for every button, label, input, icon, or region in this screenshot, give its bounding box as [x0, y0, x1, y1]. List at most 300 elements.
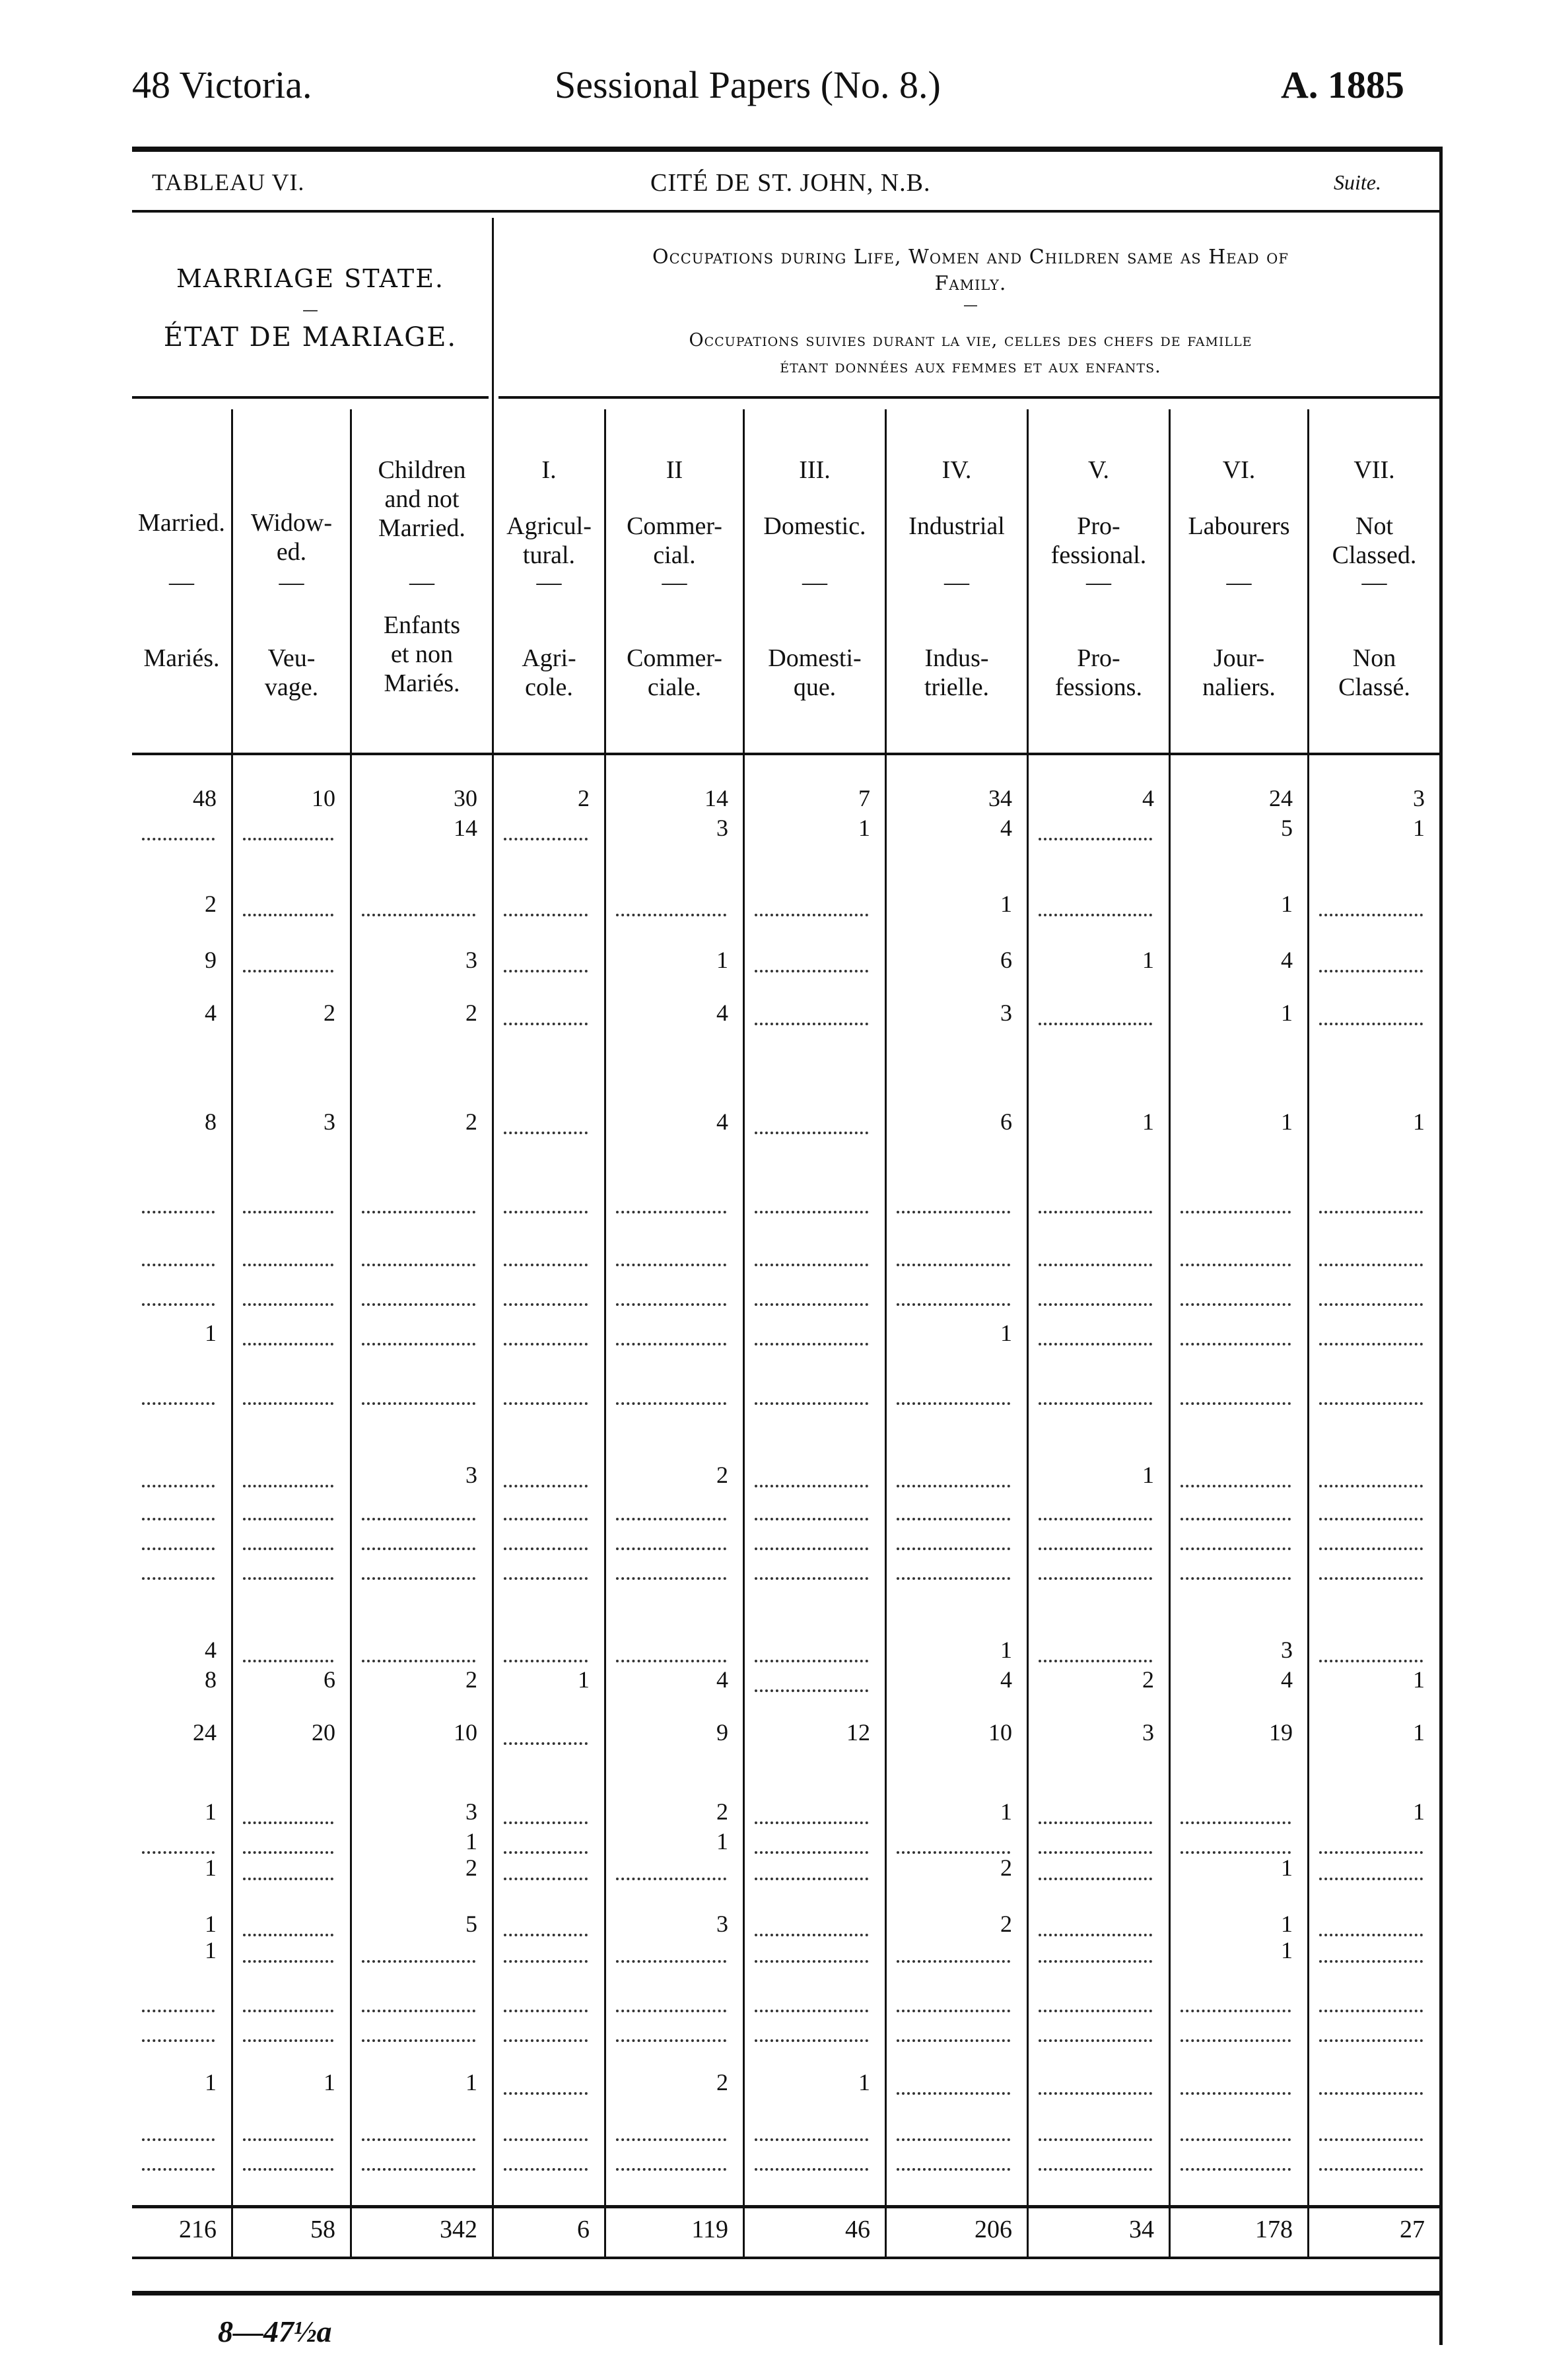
cell-children-not-married: 2 [465, 1854, 477, 1881]
leader-dots [755, 1660, 868, 1662]
cell-commercial: 4 [716, 1000, 728, 1026]
cell-not-classed: 1 [1413, 1719, 1425, 1746]
leader-dots [1319, 1960, 1423, 1963]
cell-commercial: 9 [716, 1719, 728, 1746]
total-children-not-married: 342 [440, 2216, 477, 2243]
leader-dots [616, 1960, 726, 1963]
group-rule-right [498, 396, 1439, 399]
leader-dots [362, 2010, 475, 2012]
leader-dots [142, 1518, 215, 1520]
col-header-domestic-dash: — [802, 568, 827, 596]
col-header-married-en: Married. [138, 509, 225, 537]
cell-children-not-married: 10 [454, 1719, 477, 1746]
col-header-not-classed-en: Not Classed. [1332, 512, 1417, 569]
total-not-classed: 27 [1400, 2216, 1425, 2243]
col-header-children-not-married-dash: — [409, 568, 434, 596]
total-industrial: 206 [975, 2216, 1012, 2243]
leader-dots [616, 1547, 726, 1550]
cell-labourers: 1 [1281, 1108, 1293, 1135]
leader-dots [142, 1402, 215, 1405]
cell-domestic: 12 [846, 1719, 870, 1746]
leader-dots [1181, 1821, 1291, 1824]
leader-dots [1039, 1821, 1152, 1824]
col-header-commercial-dash: — [662, 568, 687, 596]
leader-dots [504, 1960, 588, 1963]
leader-dots [1181, 2168, 1291, 2171]
leader-dots [897, 2010, 1010, 2012]
leader-dots [1319, 1211, 1423, 1213]
leader-dots [142, 1264, 215, 1266]
cell-married: 1 [205, 1911, 217, 1937]
leader-dots [142, 2138, 215, 2141]
leader-dots [142, 1211, 215, 1213]
col-header-professional-numeral: V. [1087, 456, 1110, 484]
cell-labourers: 1 [1281, 1000, 1293, 1026]
leader-dots [362, 1211, 475, 1213]
leader-dots [1319, 914, 1423, 916]
leader-dots [1181, 1518, 1291, 1520]
leader-dots [755, 2138, 868, 2141]
leader-dots [897, 1577, 1010, 1580]
leader-dots [362, 1343, 475, 1345]
cell-industrial: 1 [1000, 1637, 1012, 1663]
leader-dots [616, 1303, 726, 1306]
col-header-not-classed-dash: — [1361, 568, 1387, 596]
total-agricultural: 6 [577, 2216, 590, 2243]
leader-dots [142, 1303, 215, 1306]
leader-dots [1319, 1023, 1423, 1025]
total-labourers: 178 [1255, 2216, 1293, 2243]
totals-rule-bottom [132, 2257, 1439, 2259]
leader-dots [1039, 1402, 1152, 1405]
leader-dots [616, 1264, 726, 1266]
leader-dots [755, 1547, 868, 1550]
col-header-married-dash: — [169, 568, 194, 596]
cell-children-not-married: 5 [465, 1911, 477, 1937]
leader-dots [1039, 1303, 1152, 1306]
cell-children-not-married: 2 [465, 1666, 477, 1693]
table-city: CITÉ DE ST. JOHN, N.B. [650, 169, 931, 197]
leader-dots [243, 970, 333, 972]
leader-dots [755, 1264, 868, 1266]
cell-professional: 1 [1142, 1108, 1154, 1135]
col-header-commercial-numeral: II [666, 456, 683, 484]
leader-dots [1039, 1660, 1152, 1662]
leader-dots [1319, 1402, 1423, 1405]
leader-dots [1319, 1660, 1423, 1662]
table-number: TABLEAU VI. [152, 169, 305, 195]
leader-dots [616, 2010, 726, 2012]
leader-dots [1181, 1303, 1291, 1306]
leader-dots [362, 1960, 475, 1963]
leader-dots [243, 2010, 333, 2012]
cell-married: 1 [205, 1320, 217, 1346]
leader-dots [362, 2039, 475, 2042]
cell-children-not-married: 2 [465, 1000, 477, 1026]
cell-not-classed: 3 [1413, 785, 1425, 811]
leader-dots [362, 1660, 475, 1662]
group-right-dash: — [963, 297, 978, 314]
col-header-professional-dash: — [1086, 568, 1111, 596]
cell-industrial: 1 [1000, 1798, 1012, 1825]
cell-married: 8 [205, 1108, 217, 1135]
leader-dots [1319, 1518, 1423, 1520]
col-header-not-classed-numeral: VII. [1353, 456, 1395, 484]
leader-dots [755, 914, 868, 916]
leader-dots [243, 1402, 333, 1405]
cell-domestic: 1 [858, 815, 870, 841]
leader-dots [1319, 1577, 1423, 1580]
leader-dots [616, 1211, 726, 1213]
leader-dots [142, 2168, 215, 2171]
col-header-labourers-dash: — [1226, 568, 1252, 596]
leader-dots [1039, 1851, 1152, 1854]
leader-dots [504, 1577, 588, 1580]
cell-labourers: 24 [1269, 785, 1293, 811]
leader-dots [243, 1264, 333, 1266]
cell-married: 4 [205, 1637, 217, 1663]
cell-married: 1 [205, 2069, 217, 2095]
col-header-industrial-fr: Indus- trielle. [924, 644, 990, 701]
top-rule [132, 147, 1439, 152]
occupations-en-line2: Family. [934, 272, 1007, 295]
leader-dots [1039, 2092, 1152, 2095]
leader-dots [755, 1485, 868, 1487]
leader-dots [1181, 1547, 1291, 1550]
cell-married: 1 [205, 1854, 217, 1881]
marriage-state-en: MARRIAGE STATE. [176, 264, 445, 293]
right-border [1439, 147, 1443, 2345]
leader-dots [504, 1264, 588, 1266]
leader-dots [504, 1934, 588, 1936]
group-left-dash: — [302, 300, 318, 319]
leader-dots [142, 1547, 215, 1550]
leader-dots [1181, 1402, 1291, 1405]
cell-commercial: 4 [716, 1666, 728, 1693]
leader-dots [755, 970, 868, 972]
cell-industrial: 1 [1000, 1320, 1012, 1346]
leader-dots [1039, 1577, 1152, 1580]
leader-dots [1181, 2092, 1291, 2095]
leader-dots [1319, 2138, 1423, 2141]
leader-dots [616, 2039, 726, 2042]
cell-married: 9 [205, 947, 217, 973]
leader-dots [1181, 2039, 1291, 2042]
cell-children-not-married: 30 [454, 785, 477, 811]
header-title: Sessional Papers (No. 8.) [555, 63, 941, 106]
cell-married: 2 [205, 891, 217, 917]
occupations-fr-line1: Occupations suivies durant la vie, celles des chefs de famille [689, 330, 1252, 351]
leader-dots [362, 1303, 475, 1306]
leader-dots [243, 1518, 333, 1520]
cell-domestic: 7 [858, 785, 870, 811]
leader-dots [616, 1878, 726, 1880]
leader-dots [1039, 2168, 1152, 2171]
leader-dots [755, 1132, 868, 1134]
leader-dots [504, 1485, 588, 1487]
leader-dots [616, 2168, 726, 2171]
leader-dots [897, 2168, 1010, 2171]
leader-dots [1039, 1878, 1152, 1880]
leader-dots [1319, 1851, 1423, 1854]
cell-commercial: 2 [716, 1462, 728, 1488]
leader-dots [362, 1264, 475, 1266]
cell-industrial: 34 [988, 785, 1012, 811]
cell-commercial: 3 [716, 1911, 728, 1937]
cell-industrial: 3 [1000, 1000, 1012, 1026]
leader-dots [755, 1211, 868, 1213]
leader-dots [243, 1303, 333, 1306]
cell-agricultural: 1 [578, 1666, 590, 1693]
leader-dots [243, 1660, 333, 1662]
cell-not-classed: 1 [1413, 1798, 1425, 1825]
leader-dots [755, 1934, 868, 1936]
cell-industrial: 6 [1000, 1108, 1012, 1135]
cell-domestic: 1 [858, 2069, 870, 2095]
leader-dots [1181, 1577, 1291, 1580]
leader-dots [755, 1960, 868, 1963]
leader-dots [504, 1878, 588, 1880]
leader-dots [755, 1878, 868, 1880]
leader-dots [1039, 1264, 1152, 1266]
leader-dots [616, 1660, 726, 1662]
leader-dots [362, 1518, 475, 1520]
leader-dots [362, 1547, 475, 1550]
cell-not-classed: 1 [1413, 1108, 1425, 1135]
cell-children-not-married: 1 [465, 2069, 477, 2095]
leader-dots [504, 2039, 588, 2042]
leader-dots [504, 1402, 588, 1405]
col-header-married-fr: Mariés. [143, 644, 220, 672]
leader-dots [243, 1960, 333, 1963]
cell-labourers: 5 [1281, 815, 1293, 841]
leader-dots [897, 1547, 1010, 1550]
col-header-agricultural-numeral: I. [541, 456, 557, 484]
leader-dots [1319, 1547, 1423, 1550]
total-domestic: 46 [845, 2216, 870, 2243]
leader-dots [616, 914, 726, 916]
leader-dots [897, 2039, 1010, 2042]
cell-not-classed: 1 [1413, 815, 1425, 841]
leader-dots [1039, 1934, 1152, 1936]
leader-dots [1181, 1211, 1291, 1213]
leader-dots [243, 2138, 333, 2141]
leader-dots [755, 1023, 868, 1025]
col-header-agricultural-en: Agricul- tural. [506, 512, 592, 569]
cell-married: 4 [205, 1000, 217, 1026]
leader-dots [243, 1934, 333, 1936]
total-widowed: 58 [310, 2216, 335, 2243]
leader-dots [897, 1518, 1010, 1520]
leader-dots [616, 2138, 726, 2141]
leader-dots [243, 838, 333, 840]
leader-dots [504, 2168, 588, 2171]
col-header-widowed-dash: — [279, 568, 304, 596]
leader-dots [755, 1689, 868, 1692]
leader-dots [504, 970, 588, 972]
cell-labourers: 1 [1281, 1854, 1293, 1881]
leader-dots [504, 1742, 588, 1745]
cell-industrial: 6 [1000, 947, 1012, 973]
col-header-labourers-fr: Jour- naliers. [1202, 644, 1276, 701]
leader-dots [504, 1343, 588, 1345]
occupations-en-line1: Occupations during Life, Women and Children same as Head of [652, 246, 1289, 269]
cell-widowed: 6 [324, 1666, 335, 1693]
cell-widowed: 2 [324, 1000, 335, 1026]
leader-dots [1319, 1264, 1423, 1266]
leader-dots [243, 1878, 333, 1880]
leader-dots [755, 1518, 868, 1520]
leader-dots [897, 1485, 1010, 1487]
cell-labourers: 4 [1281, 1666, 1293, 1693]
leader-dots [362, 2168, 475, 2171]
leader-dots [897, 1211, 1010, 1213]
leader-dots [1039, 914, 1152, 916]
col-header-labourers-en: Labourers [1188, 512, 1290, 540]
cell-labourers: 1 [1281, 1937, 1293, 1963]
leader-dots [897, 1303, 1010, 1306]
bottom-rule [132, 2291, 1443, 2295]
leader-dots [616, 1518, 726, 1520]
leader-dots [1181, 2010, 1291, 2012]
cell-industrial: 4 [1000, 1666, 1012, 1693]
col-header-industrial-dash: — [944, 568, 969, 596]
cell-married: 1 [205, 1937, 217, 1963]
col-header-industrial-en: Industrial [908, 512, 1005, 540]
col-header-professional-en: Pro- fessional. [1050, 512, 1147, 569]
cell-industrial: 2 [1000, 1911, 1012, 1937]
leader-dots [142, 2039, 215, 2042]
leader-dots [1039, 838, 1152, 840]
col-header-industrial-numeral: IV. [942, 456, 972, 484]
cell-children-not-married: 3 [465, 1798, 477, 1825]
total-professional: 34 [1129, 2216, 1154, 2243]
cell-labourers: 19 [1269, 1719, 1293, 1746]
leader-dots [504, 2138, 588, 2141]
cell-commercial: 4 [716, 1108, 728, 1135]
leader-dots [1319, 2010, 1423, 2012]
cell-commercial: 2 [716, 1798, 728, 1825]
leader-dots [243, 2168, 333, 2171]
leader-dots [243, 1851, 333, 1854]
cell-children-not-married: 2 [465, 1108, 477, 1135]
header-bottom-rule [132, 753, 1439, 755]
cell-labourers: 3 [1281, 1637, 1293, 1663]
cell-labourers: 4 [1281, 947, 1293, 973]
leader-dots [362, 1402, 475, 1405]
leader-dots [1039, 2010, 1152, 2012]
leader-dots [504, 1660, 588, 1662]
footer-signature: 8—47½a [218, 2315, 332, 2348]
leader-dots [755, 1343, 868, 1345]
leader-dots [897, 1402, 1010, 1405]
totals-rule-top [132, 2205, 1439, 2208]
cell-commercial: 1 [716, 1828, 728, 1854]
leader-dots [243, 1577, 333, 1580]
leader-dots [1039, 1023, 1152, 1025]
cell-labourers: 1 [1281, 891, 1293, 917]
leader-dots [504, 1023, 588, 1025]
cell-labourers: 1 [1281, 1911, 1293, 1937]
leader-dots [1039, 2039, 1152, 2042]
cell-children-not-married: 14 [454, 815, 477, 841]
leader-dots [897, 1960, 1010, 1963]
leader-dots [897, 2092, 1010, 2095]
leader-dots [1039, 1960, 1152, 1963]
leader-dots [1039, 2138, 1152, 2141]
cell-not-classed: 1 [1413, 1666, 1425, 1693]
cell-married: 48 [193, 785, 217, 811]
leader-dots [755, 2010, 868, 2012]
leader-dots [504, 838, 588, 840]
leader-dots [142, 2010, 215, 2012]
leader-dots [243, 1485, 333, 1487]
leader-dots [243, 914, 333, 916]
col-header-agricultural-dash: — [536, 568, 562, 596]
leader-dots [616, 1402, 726, 1405]
col-header-widowed-fr: Veu- vage. [264, 644, 319, 701]
leader-dots [1039, 1211, 1152, 1213]
leader-dots [243, 1821, 333, 1824]
header-volume: 48 Victoria. [132, 63, 312, 106]
col-header-professional-fr: Pro- fessions. [1055, 644, 1142, 701]
col-header-agricultural-fr: Agri- cole. [522, 644, 576, 701]
cell-children-not-married: 1 [465, 1828, 477, 1854]
cell-commercial: 14 [704, 785, 728, 811]
leader-dots [504, 1851, 588, 1854]
leader-dots [1319, 2039, 1423, 2042]
leader-dots [362, 1577, 475, 1580]
leader-dots [243, 1211, 333, 1213]
leader-dots [755, 1851, 868, 1854]
total-commercial: 119 [691, 2216, 728, 2243]
leader-dots [1319, 1485, 1423, 1487]
cell-industrial: 2 [1000, 1854, 1012, 1881]
leader-dots [1319, 1303, 1423, 1306]
cell-industrial: 4 [1000, 815, 1012, 841]
leader-dots [504, 2010, 588, 2012]
leader-dots [897, 2138, 1010, 2141]
leader-dots [1319, 1878, 1423, 1880]
leader-dots [1181, 1485, 1291, 1487]
cell-agricultural: 2 [578, 785, 590, 811]
cell-professional: 3 [1142, 1719, 1154, 1746]
leader-dots [142, 1485, 215, 1487]
leader-dots [755, 2039, 868, 2042]
col-header-domestic-en: Domestic. [763, 512, 866, 540]
col-header-labourers-numeral: VI. [1222, 456, 1256, 484]
col-header-children-not-married-fr: Enfants et non Mariés. [383, 611, 461, 697]
leader-dots [362, 2138, 475, 2141]
cell-widowed: 3 [324, 1108, 335, 1135]
cell-married: 24 [193, 1719, 217, 1746]
leader-dots [504, 1518, 588, 1520]
occupations-fr-line2: étant données aux femmes et aux enfants. [780, 357, 1161, 377]
cell-widowed: 1 [324, 2069, 335, 2095]
leader-dots [755, 1303, 868, 1306]
leader-dots [362, 914, 475, 916]
cell-children-not-married: 3 [465, 1462, 477, 1488]
leader-dots [142, 838, 215, 840]
total-married: 216 [179, 2216, 217, 2243]
cell-widowed: 10 [312, 785, 335, 811]
col-header-commercial-fr: Commer- ciale. [627, 644, 722, 701]
leader-dots [243, 1343, 333, 1345]
leader-dots [1039, 1518, 1152, 1520]
leader-dots [1319, 2168, 1423, 2171]
group-rule-left [132, 396, 489, 399]
cell-professional: 2 [1142, 1666, 1154, 1693]
